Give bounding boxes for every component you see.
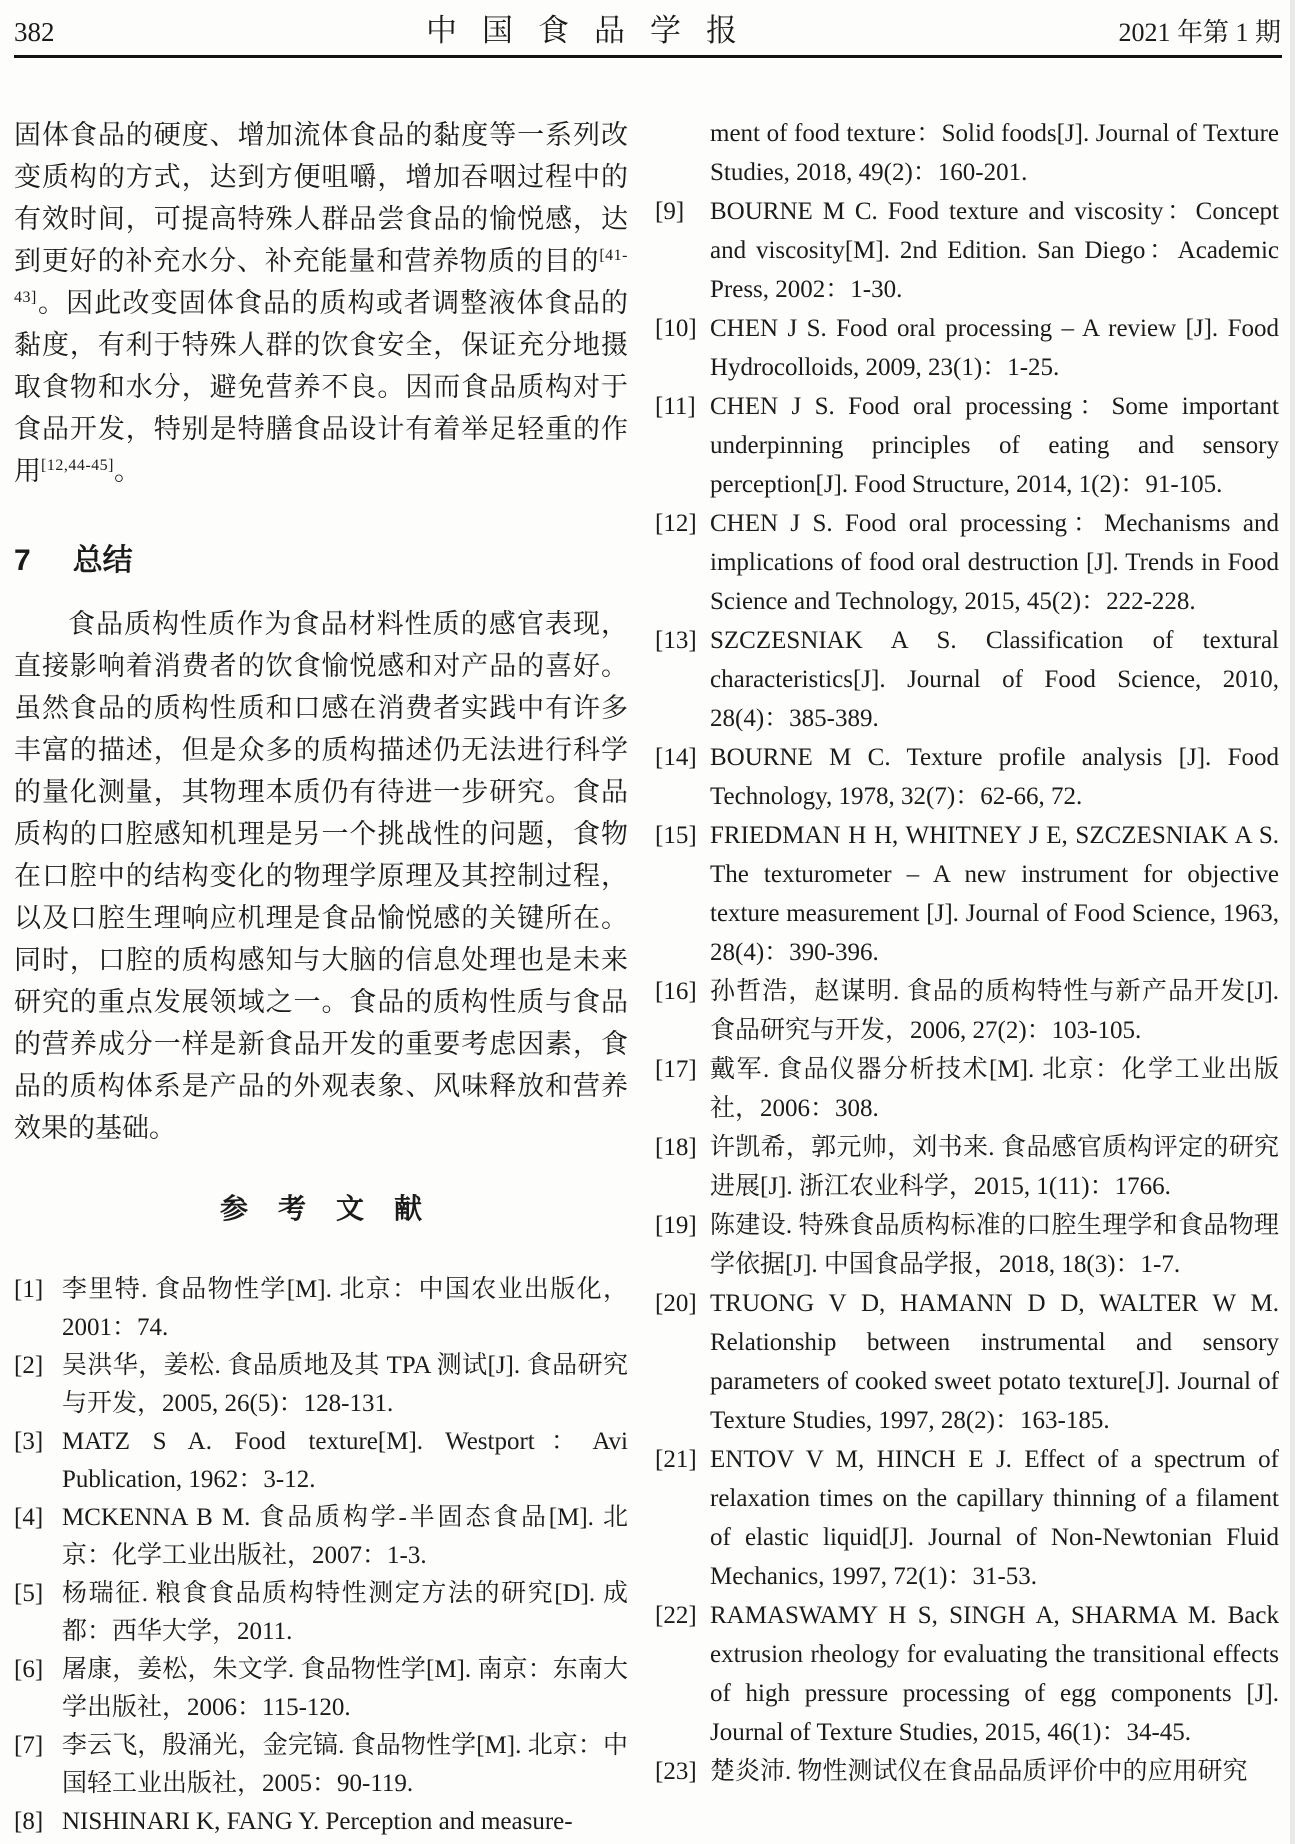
reference-text: 陈建设. 特殊食品质构标准的口腔生理学和食品物理学依据[J]. 中国食品学报，2018, 18(3)：1-7. — [710, 1212, 1279, 1278]
reference-text: 戴军. 食品仪器分析技术[M]. 北京：化学工业出版社，2006：308. — [710, 1056, 1279, 1122]
citation-superscript: [41-43] — [14, 247, 628, 306]
section-title: 总结 — [72, 544, 133, 577]
reference-number: [19] — [655, 1212, 697, 1239]
paragraph-texture-modification — [14, 114, 628, 492]
reference-item — [655, 1206, 1279, 1284]
reference-number: [2] — [14, 1351, 44, 1379]
reference-text: CHEN J S. Food oral processing：Some important underpinning principles of eating and sensory perception[J]. Food Structure, 2014, 1(2)：91-105. — [710, 393, 1279, 498]
reference-text: 屠康，姜松，朱文学. 食品物性学[M]. 南京：东南大学出版社，2006：115-120. — [62, 1655, 628, 1721]
reference-number: [11] — [655, 393, 696, 420]
reference-text: BOURNE M C. Food texture and viscosity：Concept and viscosity[M]. 2nd Edition. San Diego：Academic Press, 2002：1-30. — [710, 198, 1279, 303]
reference-text: ENTOV V M, HINCH E J. Effect of a spectrum of relaxation times on the capillary thinning of a filament of elastic liquid[J]. Journal of Non-Newtonian Fluid Mechanics, 1997, 72(1)：31-53. — [710, 1446, 1279, 1590]
reference-text: 杨瑞征. 粮食食品质构特性测定方法的研究[D]. 成都：西华大学，2011. — [62, 1579, 628, 1645]
reference-item — [655, 504, 1279, 621]
references-heading: 参考文献 — [219, 1192, 452, 1224]
citation-superscript: [12,44-45] — [41, 457, 114, 474]
reference-number: [21] — [655, 1446, 697, 1473]
reference-list-left — [14, 1271, 628, 1841]
reference-item — [14, 1271, 628, 1347]
reference-item — [655, 387, 1279, 504]
section-number: 7 — [14, 544, 31, 577]
reference-number: [9] — [655, 198, 685, 225]
reference-item — [14, 1651, 628, 1727]
reference-text: 吴洪华，姜松. 食品质地及其 TPA 测试[J]. 食品研究与开发，2005, 26(5)：128-131. — [62, 1351, 628, 1417]
reference-item — [655, 1752, 1279, 1791]
reference-number: [7] — [14, 1731, 44, 1759]
reference-text: 楚炎沛. 物性测试仪在食品品质评价中的应用研究 — [710, 1758, 1248, 1785]
reference-text: TRUONG V D, HAMANN D D, WALTER W M. Relationship between instrumental and sensory parameters of cooked sweet potato texture[J]. Journal of Texture Studies, 1997, 28(2)：163-185. — [710, 1290, 1279, 1434]
reference-item — [14, 1803, 628, 1841]
reference-number: [18] — [655, 1134, 697, 1161]
reference-number: [6] — [14, 1655, 44, 1683]
reference-text: CHEN J S. Food oral processing：Mechanisms and implications of food oral destruction [J]. Trends in Food Science and Technology, 2015, 45(2)：222-228. — [710, 510, 1279, 615]
reference-text: 孙哲浩，赵谋明. 食品的质构特性与新产品开发[J]. 食品研究与开发，2006, 27(2)：103-105. — [710, 978, 1279, 1044]
reference-number: [10] — [655, 315, 697, 342]
reference-item — [655, 816, 1279, 972]
issue-label: 2021 年第 1 期 — [1118, 18, 1281, 47]
reference-number: [15] — [655, 822, 697, 849]
reference-item — [14, 1499, 628, 1575]
two-column-layout — [0, 58, 1295, 1844]
reference-item — [655, 1128, 1279, 1206]
reference-item — [655, 1050, 1279, 1128]
running-head — [0, 0, 1295, 50]
reference-item — [14, 1423, 628, 1499]
reference-number: [13] — [655, 627, 697, 654]
scan-edge-shadow — [1290, 0, 1295, 1844]
reference-item — [655, 972, 1279, 1050]
reference-item — [655, 738, 1279, 816]
reference-item — [14, 1347, 628, 1423]
reference-text: 李里特. 食品物性学[M]. 北京：中国农业出版化，2001：74. — [62, 1275, 628, 1341]
reference-item — [655, 1284, 1279, 1440]
left-column — [14, 114, 628, 1844]
reference-number: [16] — [655, 978, 697, 1005]
reference-number: [5] — [14, 1579, 44, 1607]
reference-number: [22] — [655, 1602, 697, 1629]
reference-text: RAMASWAMY H S, SINGH A, SHARMA M. Back extrusion rheology for evaluating the transitional effects of high pressure processing of egg components [J]. Journal of Texture Studies, 2015, 46(1)：34-45. — [710, 1602, 1279, 1746]
reference-item — [655, 309, 1279, 387]
reference-text: BOURNE M C. Texture profile analysis [J]. Food Technology, 1978, 32(7)：62-66, 72. — [710, 744, 1279, 810]
reference-text: SZCZESNIAK A S. Classification of textural characteristics[J]. Journal of Food Science, 2010, 28(4)：385-389. — [710, 627, 1279, 732]
paragraph1-text-3: 。 — [113, 456, 141, 486]
reference-number: [3] — [14, 1427, 44, 1455]
reference-number: [14] — [655, 744, 697, 771]
reference-item — [655, 192, 1279, 309]
reference-text: 李云飞，殷涌光，金完镐. 食品物性学[M]. 北京：中国轻工业出版社，2005：90-119. — [62, 1731, 628, 1797]
reference-item — [655, 621, 1279, 738]
reference-number: [23] — [655, 1758, 697, 1785]
reference-item — [14, 1575, 628, 1651]
reference-number: [8] — [14, 1807, 44, 1835]
paragraph-summary: 食品质构性质作为食品材料性质的感官表现，直接影响着消费者的饮食愉悦感和对产品的喜好。虽然食品的质构性质和口感在消费者实践中有许多丰富的描述，但是众多的质构描述仍无法进行科学的量化测量，其物理本质仍有待进一步研究。食品质构的口腔感知机理是另一个挑战性的问题，食物在口腔中的结构变化的物理学原理及其控制过程，以及口腔生理响应机理是食品愉悦感的关键所在。同时，口腔的质构感知与大脑的信息处理也是未来研究的重点发展领域之一。食品的质构性质与食品的营养成分一样是新食品开发的重要考虑因素，食品的质构体系是产品的外观表象、风味释放和营养效果的基础。 — [14, 608, 628, 1143]
reference-number: [17] — [655, 1056, 697, 1083]
reference-number: [20] — [655, 1290, 697, 1317]
reference-text: ment of food texture：Solid foods[J]. Journal of Texture Studies, 2018, 49(2)：160-201. — [710, 120, 1279, 186]
paragraph1-text-2: 。因此改变固体食品的质构或者调整液体食品的黏度，有利于特殊人群的饮食安全，保证充分地摄取食物和水分，避免营养不良。因而食品质构对于食品开发，特别是特膳食品设计有着举足轻重的作用 — [14, 288, 628, 486]
right-column — [655, 114, 1279, 1844]
reference-number: [4] — [14, 1503, 44, 1531]
reference-item — [655, 114, 1279, 192]
reference-item — [14, 1727, 628, 1803]
page-number: 382 — [14, 17, 55, 47]
reference-number: [1] — [14, 1275, 44, 1303]
reference-text: MATZ S A. Food texture[M]. Westport：Avi Publication, 1962：3-12. — [62, 1427, 628, 1493]
reference-list-right — [655, 114, 1279, 1791]
reference-text: FRIEDMAN H H, WHITNEY J E, SZCZESNIAK A S. The texturometer – A new instrument for objective texture measurement [J]. Journal of Food Science, 1963, 28(4)：390-396. — [710, 822, 1279, 966]
reference-item — [655, 1440, 1279, 1596]
reference-text: NISHINARI K, FANG Y. Perception and measure- — [62, 1807, 573, 1835]
reference-text: MCKENNA B M. 食品质构学-半固态食品[M]. 北京：化学工业出版社，2007：1-3. — [62, 1503, 628, 1569]
journal-title: 中国食品学报 — [425, 13, 762, 48]
section-heading-summary — [14, 544, 628, 578]
paragraph1-text-1: 固体食品的硬度、增加流体食品的黏度等一系列改变质构的方式，达到方便咀嚼，增加吞咽过程中的有效时间，可提高特殊人群品尝食品的愉悦感，达到更好的补充水分、补充能量和营养物质的目的 — [14, 120, 628, 276]
reference-text: CHEN J S. Food oral processing – A review [J]. Food Hydrocolloids, 2009, 23(1)：1-25. — [710, 315, 1279, 381]
reference-number: [12] — [655, 510, 697, 537]
reference-text: 许凯希，郭元帅，刘书来. 食品感官质构评定的研究进展[J]. 浙江农业科学，2015, 1(11)：1766. — [710, 1134, 1279, 1200]
reference-item — [655, 1596, 1279, 1752]
